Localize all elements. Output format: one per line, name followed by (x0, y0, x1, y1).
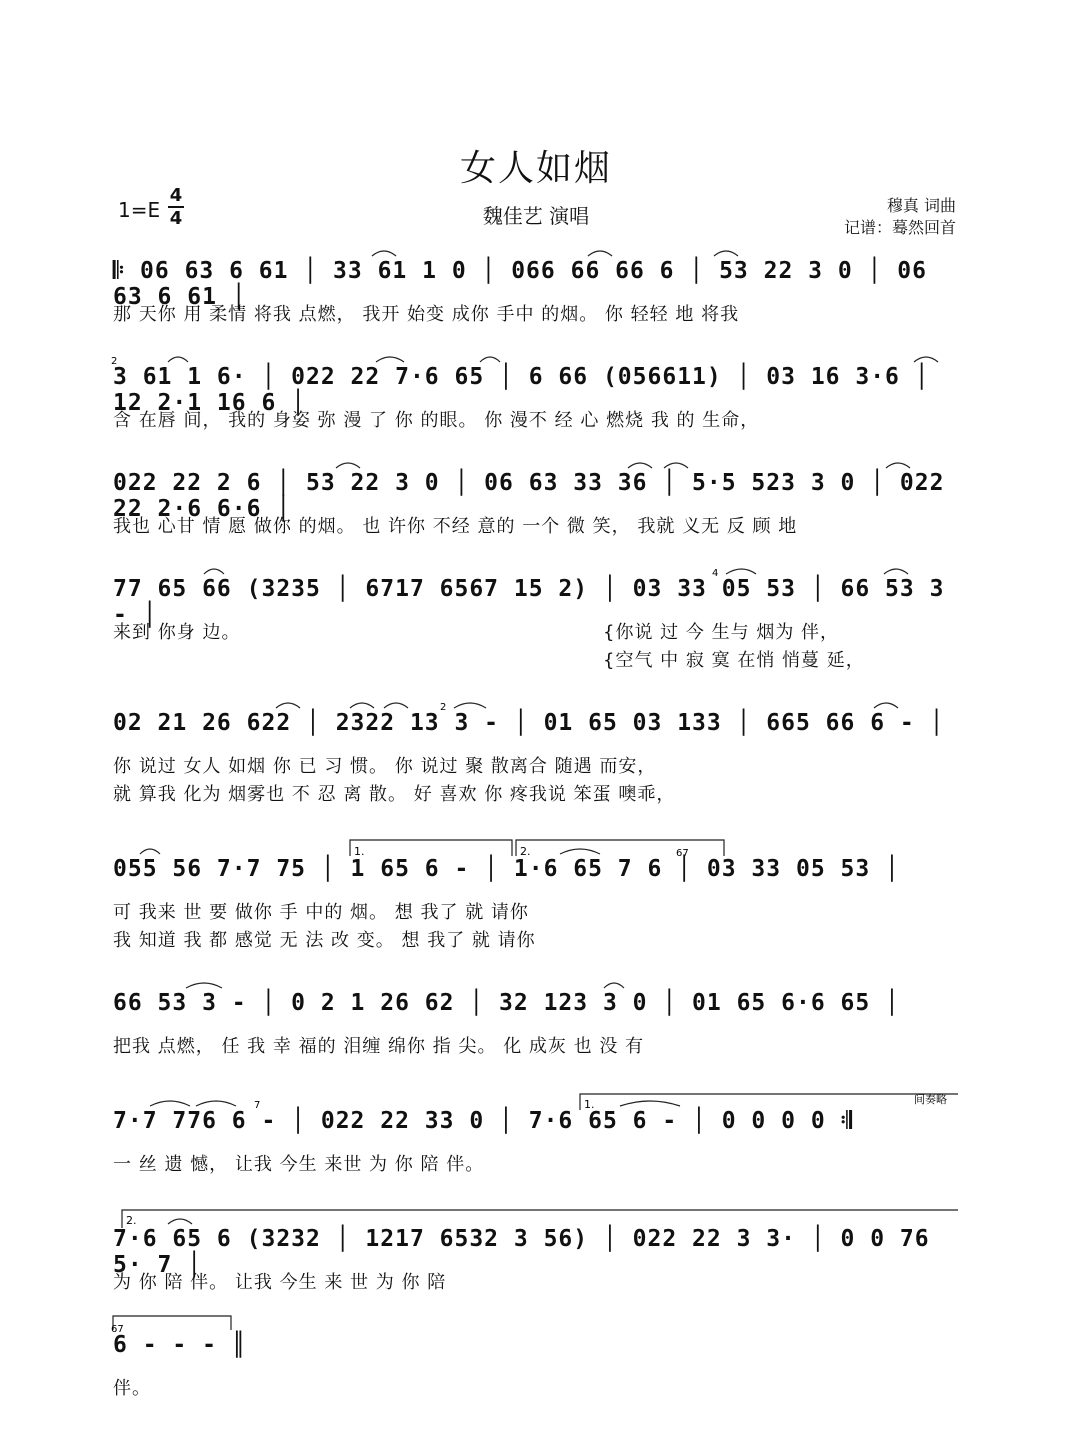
lyrics-line: 一 丝 遗 憾， 让我 今生 来世 为 你 陪 伴。 (113, 1154, 485, 1175)
notes-line: 𝄆 06 63 6 61 │ 33 61 1 0 │ 066 66 66 6 │ 53 22 3 0 │ 06 63 6 61 │ (113, 258, 927, 310)
lyrics-line: 伴。 (113, 1378, 151, 1399)
lyrics-line: 我也 心甘 情 愿 做你 的烟。 也 许你 不经 意的 一个 微 笑， 我就 义无 反 顾 地 (113, 516, 798, 537)
grace-note: 4 (712, 568, 719, 579)
notes-line: 6 - - - ║ (113, 1332, 247, 1358)
notes-line: 7·7 776 6 - │ 022 22 33 0 │ 7·6 65 6 - │ 0 0 0 0 𝄇 (113, 1108, 853, 1134)
slurs (140, 251, 938, 1224)
volta-2-label: 2. (520, 845, 531, 858)
volta-1-label: 1. (354, 845, 365, 858)
time-sig-top: 4 (169, 185, 183, 206)
notes-line: 66 53 3 - │ 0 2 1 26 62 │ 32 123 3 0 │ 01 65 6·6 65 │ (113, 990, 900, 1016)
lyrics-line: 那 天你 用 柔情 将我 点燃， 我开 始变 成你 手中 的烟。 你 轻轻 地 将我 (113, 304, 740, 325)
composer-credit: 穆真 词曲 (886, 196, 956, 215)
lyrics-verse-1: {你说 过 今 生与 烟为 伴， (603, 622, 840, 643)
grace-note: 67 (676, 848, 689, 859)
lyrics-line: 含 在唇 间， 我的 身姿 弥 漫 了 你 的眼。 你 漫不 经 心 燃烧 我 的 生命， (113, 410, 760, 431)
lyrics-line: 来到 你身 边。 (113, 622, 241, 643)
transcriber-credit: 记谱：蓦然回首 (843, 218, 956, 237)
volta-2-label: 2. (126, 1214, 137, 1227)
lyrics-verse-2: 我 知道 我 都 感觉 无 法 改 变。 想 我了 就 请你 (113, 930, 536, 951)
lyrics-line: 为 你 陪 伴。 让我 今生 来 世 为 你 陪 (113, 1272, 447, 1293)
notes-line: 02 21 26 622 │ 2322 13 3 - │ 01 65 03 133 │ 665 66 6 - │ (113, 710, 945, 736)
notes-line: 77 65 66 (3235 │ 6717 6567 15 2) │ 03 33 05 53 │ 66 53 3 - │ (113, 576, 945, 628)
volta-brackets (113, 840, 958, 1330)
volta-1-label: 1. (584, 1098, 595, 1111)
time-sig-bottom: 4 (169, 208, 183, 229)
grace-note: 2 (111, 356, 118, 367)
singer-credit: 魏佳艺 演唱 (482, 204, 590, 228)
key-signature: 1=E (118, 198, 161, 222)
notes-line: 055 56 7·7 75 │ 1 65 6 - │ 1·6 65 7 6 │ 03 33 05 53 │ (113, 856, 900, 882)
lyrics-verse-2: 就 算我 化为 烟雾也 不 忍 离 散。 好 喜欢 你 疼我说 笨蛋 噢乖， (113, 784, 676, 805)
interlude-note: 间奏略 (914, 1093, 947, 1106)
lyrics-line: 把我 点燃， 任 我 幸 福的 泪缠 绵你 指 尖。 化 成灰 也 没 有 (113, 1036, 645, 1057)
grace-note: 2 (440, 702, 447, 713)
lyrics-verse-1: 你 说过 女人 如烟 你 已 习 惯。 你 说过 聚 散离合 随遇 而安， (113, 756, 657, 777)
lyrics-verse-1: 可 我来 世 要 做你 手 中的 烟。 想 我了 就 请你 (113, 902, 529, 923)
notes-line: 022 22 2 6 │ 53 22 3 0 │ 06 63 33 36 │ 5·5 523 3 0 │ 022 22 2·6 6·6 │ (113, 470, 945, 522)
grace-note: 7 (254, 1100, 261, 1111)
lyrics-verse-2: {空气 中 寂 寞 在悄 悄蔓 延， (603, 650, 865, 671)
notes-line: 3 61 1 6· │ 022 22 7·6 65 │ 6 66 (056611) │ 03 16 3·6 │ 12 2·1 16 6 │ (113, 364, 930, 416)
grace-note: 67 (111, 1324, 124, 1335)
song-title: 女人如烟 (459, 148, 612, 189)
notes-line: 7·6 65 6 (3232 │ 1217 6532 3 56) │ 022 22 3 3· │ 0 0 76 5· 7 │ (113, 1226, 930, 1278)
